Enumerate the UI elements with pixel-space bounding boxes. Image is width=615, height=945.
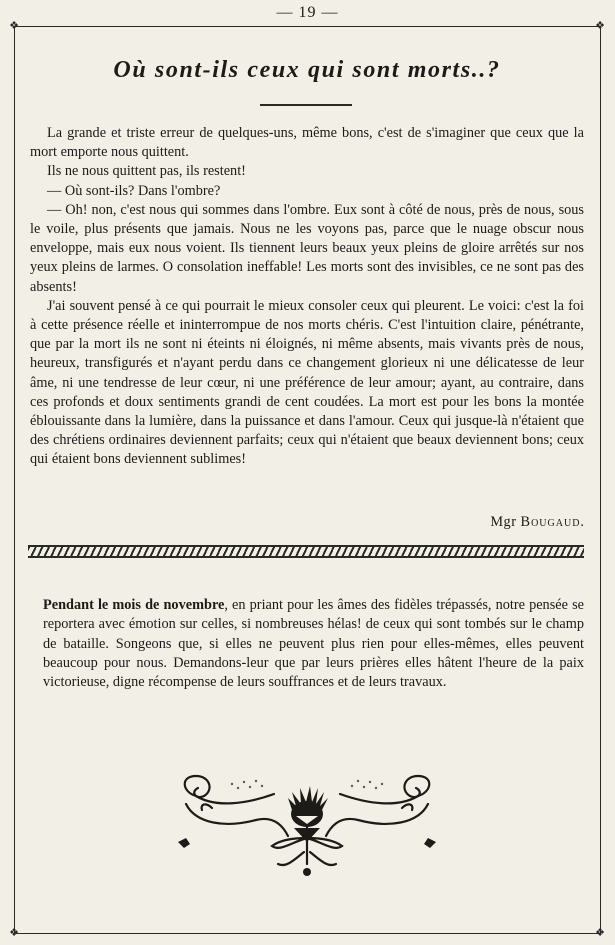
page-number: — 19 — — [276, 4, 339, 21]
rope-divider — [28, 545, 584, 558]
frame-bottom-border — [14, 933, 600, 934]
article-title: Où sont-ils ceux qui sont morts..? — [113, 57, 501, 83]
thistle-flourish-icon — [176, 768, 438, 880]
article-body — [30, 124, 584, 470]
notice-lead: Pendant le mois de novembre — [43, 597, 225, 613]
signature-title: Mgr — [490, 514, 517, 530]
article-paragraph: La grande et triste erreur de quelques-uns, même bons, c'est de s'imaginer que ceux que la mort emporte nous quittent. — [30, 125, 584, 161]
ornamental-corner-icon: ❖ — [9, 20, 19, 32]
signature-name: Bougaud. — [520, 514, 585, 530]
article-signature — [490, 514, 585, 531]
frame-right-border — [600, 26, 601, 934]
ornamental-corner-icon: ❖ — [595, 20, 605, 32]
ornamental-corner-icon: ❖ — [9, 927, 19, 939]
notice-body: , en priant pour les âmes des fidèles trépassés, notre pensée se reportera avec émotion sur celles, si nombreuses hélas! de ceux qui sont tombés sur le champ de bataille. Songeons que, si elles ne peuvent plus rien pour elles-mêmes, elles peuvent beaucoup pour nous. Demandons-leur que par leurs prières elles hâtent l'heure de la paix victorieuse, digne récompense de leurs souffrances et de leurs travaux. — [43, 597, 584, 691]
article-paragraph: J'ai souvent pensé à ce qui pourrait le mieux consoler ceux qui pleurent. Le voici: c'est la foi à cette présence réelle et ininterrompue de nos morts chéris. C'est l'intuition claire, pénétrante, que par la mort ils ne sont ni éteints ni éloignés, ni même absents, mais vivants près de nous, heureux, transfigurés et n'ayant perdu dans ce changement glorieux ni une délicatesse de leur âme, ni une tendresse de leur cœur, ni une préférence de leur amour; ayant, au contraire, dans ces profonds et doux sentiments grandi de cent coudées. La mort est pour les bons la montée éblouissante dans la lumière, dans la puissance et dans l'amour. Ceux qui jusque-là n'étaient que des chrétiens ordinaires deviennent parfaits; ceux qui n'étaient que beaux deviennent bons; ceux qui étaient bons deviennent sublimes! — [30, 297, 584, 468]
ornamental-corner-icon: ❖ — [595, 927, 605, 939]
frame-left-border — [14, 26, 15, 934]
november-notice — [43, 596, 584, 692]
frame-top-border — [14, 26, 600, 27]
title-divider — [260, 104, 352, 106]
article-paragraph: Ils ne nous quittent pas, ils restent! — [47, 163, 246, 180]
article-paragraph: — Où sont-ils? Dans l'ombre? — [47, 182, 221, 199]
article-paragraph: — Oh! non, c'est nous qui sommes dans l'ombre. Eux sont à côté de nous, près de nous, sous le voile, plus présents que jamais. Nous ne les voyons pas, parce que le nuage obscur nous enveloppe, mais eux nous voient. Ils tiennent leurs beaux yeux pleins de gloire arrêtés sur nos yeux pleins de larmes. O consolation ineffable! Les morts sont des invisibles, ce ne sont pas des absents! — [30, 201, 584, 295]
